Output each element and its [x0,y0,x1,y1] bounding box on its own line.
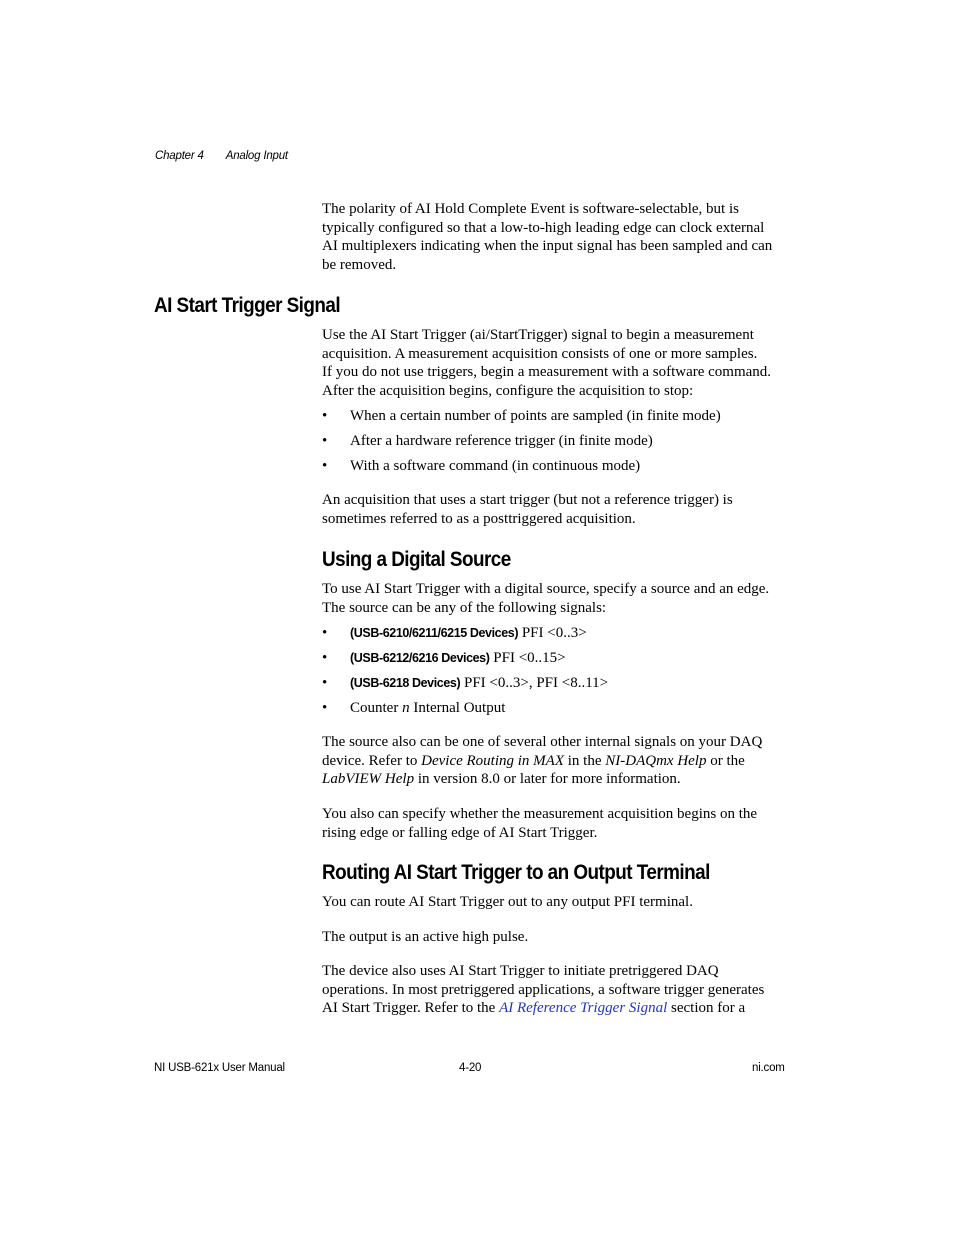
text-line: You also can specify whether the measurement acquisition begins on the [322,806,758,822]
counter-text-suffix: Internal Output [409,700,506,716]
bullet-icon: • [322,433,328,449]
list-item-text [350,624,587,643]
section-heading-ai-start-trigger: AI Start Trigger Signal [154,294,341,317]
internal-signals-paragraph [322,733,792,789]
device-label: (USB-6212/6216 Devices) [350,651,490,665]
page-header [155,150,288,162]
routing-paragraph-1 [322,893,792,912]
bullet-icon: • [322,458,328,474]
routing-paragraph-3 [322,962,792,1018]
doc-reference: Device Routing in MAX [421,752,564,769]
counter-variable: n [402,700,410,716]
text-segment: AI Start Trigger. Refer to the [322,1000,500,1017]
text-line: The source can be any of the following signals: [322,599,607,616]
list-item-text: With a software command (in continuous mode) [350,458,641,474]
section-heading-digital-source: Using a Digital Source [322,548,511,571]
text-line: acquisition. A measurement acquisition consists of one or more samples. [322,345,758,362]
text-segment: section for a [667,1000,746,1017]
bullet-icon: • [322,408,328,424]
chapter-number: Chapter 4 [155,150,204,162]
text-line: The source also can be one of several other internal signals on your DAQ [322,734,763,750]
list-item-text: After a hardware reference trigger (in finite mode) [350,433,653,449]
ai-start-trigger-paragraph [322,326,792,401]
list-item-text: When a certain number of points are sampled (in finite mode) [350,408,721,424]
text-line: AI multiplexers indicating when the input signal has been sampled and can [322,238,773,255]
intro-paragraph [322,200,792,275]
list-item-text [350,674,608,693]
bullet-icon: • [322,700,328,716]
text-line [322,770,792,789]
bullet-icon: • [322,675,328,691]
text-segment: in version 8.0 or later for more information. [414,771,681,788]
bullet-icon: • [322,650,328,666]
signal-text: PFI <0..3>, PFI <8..11> [460,675,609,691]
edge-paragraph [322,805,792,842]
text-line: sometimes referred to as a posttriggered acquisition. [322,510,636,527]
signal-text: PFI <0..15> [489,650,566,666]
routing-paragraph-2 [322,928,792,947]
bullet-icon: • [322,625,328,641]
footer-page-number: 4-20 [459,1062,482,1074]
text-line: After the acquisition begins, configure the acquisition to stop: [322,383,694,400]
text-line: The device also uses AI Start Trigger to initiate pretriggered DAQ [322,963,719,979]
text-line: Use the AI Start Trigger (ai/StartTrigger) signal to begin a measurement [322,327,754,343]
text-line: typically configured so that a low-to-high leading edge can clock external [322,219,765,236]
text-line: operations. In most pretriggered applications, a software trigger generates [322,981,765,998]
text-line: The output is an active high pulse. [322,929,529,945]
footer-manual-title: NI USB-621x User Manual [154,1062,285,1074]
ai-reference-trigger-link[interactable]: AI Reference Trigger Signal [499,1000,668,1017]
text-segment: in the [564,752,606,769]
signal-text: PFI <0..3> [518,625,587,641]
digital-source-paragraph [322,580,792,617]
text-segment: or the [706,752,745,769]
text-line: The polarity of AI Hold Complete Event is software-selectable, but is [322,201,739,217]
chapter-title: Analog Input [225,150,288,162]
text-line: rising edge or falling edge of AI Start Trigger. [322,824,598,841]
list-item-text [350,699,505,718]
doc-reference: LabVIEW Help [322,771,415,788]
text-line: To use AI Start Trigger with a digital source, specify a source and an edge. [322,581,770,597]
text-line [322,999,792,1018]
text-line: If you do not use triggers, begin a measurement with a software command. [322,364,772,381]
section-heading-routing: Routing AI Start Trigger to an Output Terminal [322,861,710,884]
text-line [322,752,792,771]
text-line: You can route AI Start Trigger out to any output PFI terminal. [322,894,693,910]
footer-site-link[interactable]: ni.com [752,1062,785,1074]
counter-text: Counter [350,700,403,716]
text-segment: device. Refer to [322,752,422,769]
doc-reference: NI-DAQmx Help [605,752,707,769]
list-item-text [350,649,566,668]
posttriggered-paragraph [322,491,792,528]
device-label: (USB-6210/6211/6215 Devices) [350,626,519,640]
device-label: (USB-6218 Devices) [350,676,461,690]
text-line: be removed. [322,257,397,274]
text-line: An acquisition that uses a start trigger (but not a reference trigger) is [322,492,733,508]
